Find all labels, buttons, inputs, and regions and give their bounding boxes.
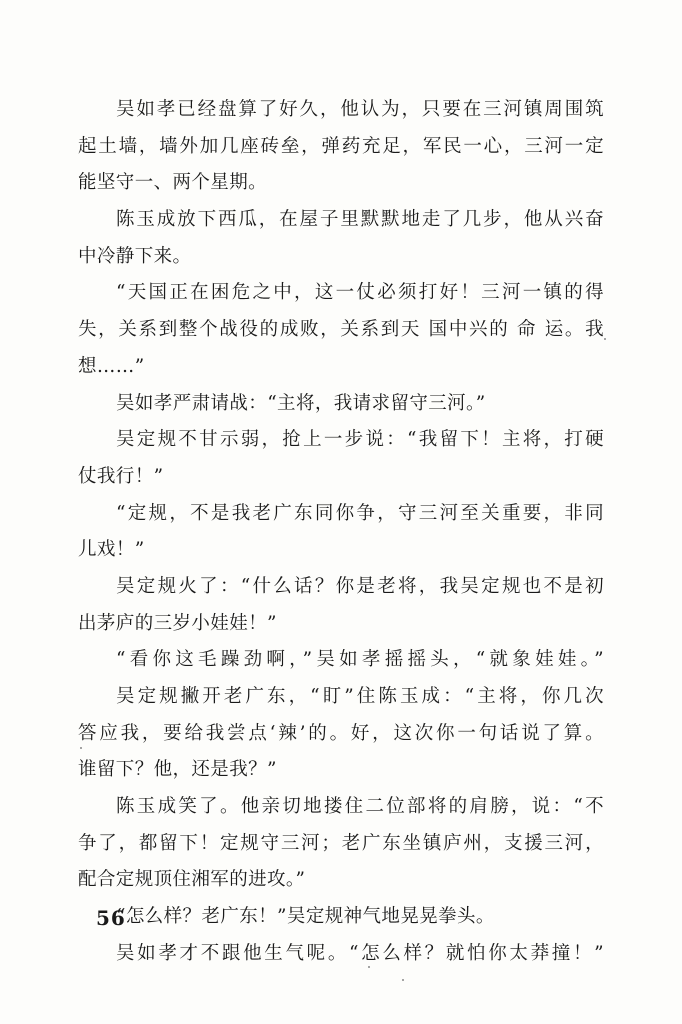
text-line: 儿戏！” xyxy=(78,539,145,561)
body-text xyxy=(78,92,604,973)
text-line: 中冷静下来。 xyxy=(78,245,192,267)
text-line: 出茅庐的三岁小娃娃！” xyxy=(78,612,277,634)
text-line: 吴如孝才不跟他生气呢。“怎么样？就怕你太莽撞！” xyxy=(116,942,604,964)
text-line: 失，关系到整个战役的成败，关系到天 国中兴的 命 运。我 xyxy=(78,319,604,341)
text-line: 仗我行！” xyxy=(78,465,164,487)
text-line: 想……” xyxy=(78,355,145,377)
text-line: 配合定规顶住湘军的进攻。” xyxy=(78,869,306,891)
text-line: “看你这毛躁劲啊，”吴如孝摇摇头，“就象娃娃。” xyxy=(116,649,604,671)
scan-speck xyxy=(368,966,370,968)
text-line: 吴定规不甘示弱，抢上一步说：“我留下！主将，打硬 xyxy=(116,429,604,451)
text-line: 起土墙，墙外加几座砖垒，弹药充足，军民一心，三河一定 xyxy=(78,135,604,157)
page-number: 56 xyxy=(96,906,126,930)
text-line: “怎么样？老广东！”吴定规神气地晃晃拳头。 xyxy=(116,906,495,928)
text-line: 答应我，要给我尝点‘辣’的。好，这次你一句话说了算。 xyxy=(78,722,604,744)
text-line: 谁留下？他，还是我？” xyxy=(78,759,277,781)
text-line: 能坚守一、两个星期。 xyxy=(78,172,268,194)
text-line: 吴如孝严肃请战：“主将，我请求留守三河。” xyxy=(116,392,486,414)
text-line: 吴定规火了：“什么话？你是老将，我吴定规也不是初 xyxy=(116,575,604,597)
text-line: “定规，不是我老广东同你争，守三河至关重要，非同 xyxy=(116,502,604,524)
text-line: 吴定规撇开老广东，“盯”住陈玉成：“主将，你几次 xyxy=(116,686,604,707)
text-line: “天国正在困危之中，这一仗必须打好！三河一镇的得 xyxy=(116,282,604,304)
text-line: 争了，都留下！定规守三河；老广东坐镇庐州，支援三河， xyxy=(78,832,604,854)
scan-speck xyxy=(402,979,404,981)
text-line: 吴如孝已经盘算了好久，他认为，只要在三河镇周围筑 xyxy=(116,99,604,120)
scan-speck xyxy=(80,747,82,749)
scan-speck xyxy=(604,338,606,340)
text-line: 陈玉成笑了。他亲切地搂住二位部将的肩膀，说：“不 xyxy=(116,796,604,818)
text-line: 陈玉成放下西瓜，在屋子里默默地走了几步，他从兴奋 xyxy=(116,209,604,231)
